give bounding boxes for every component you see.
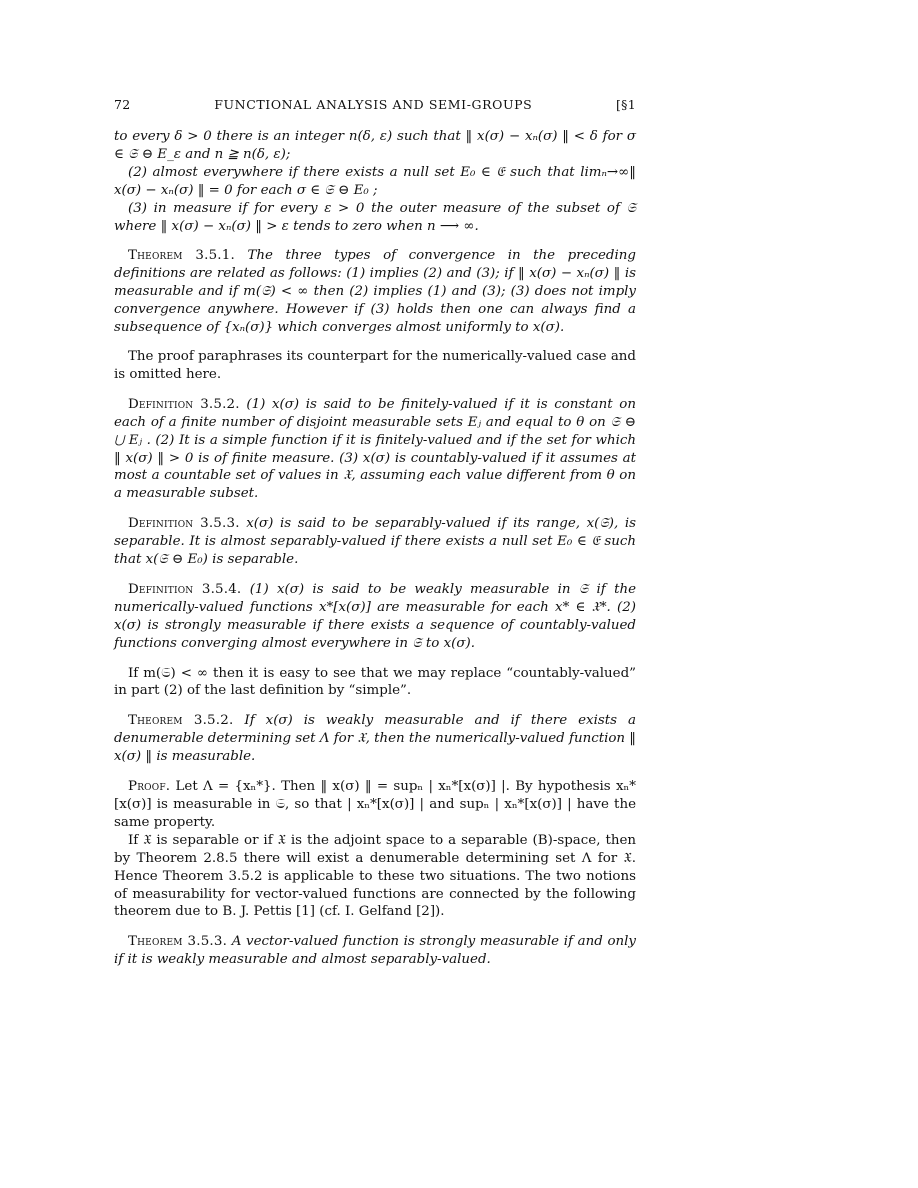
remark-simple: If m(𝔖) < ∞ then it is easy to see that we may replace “countably-valued” in part (2) of the last definition by “simple”. [114,665,636,699]
definition-label: Definition 3.5.4. [128,581,242,597]
definition-item-2: (2) almost everywhere if there exists a null set E₀ ∈ 𝔈 such that limₙ→∞‖ x(σ) − xₙ(σ) ‖ = 0 for each σ ∈ 𝔖 ⊖ E₀ ; [114,164,636,198]
definition-item-3: (3) in measure if for every ε > 0 the outer measure of the subset of 𝔖 where ‖ x(σ) − xₙ(σ) ‖ > ε tends to zero when n ⟶ ∞. [114,200,636,234]
paragraph-separable: If 𝔛 is separable or if 𝔛 is the adjoint space to a separable (B)-space, then by Theorem 2.8.5 there will exist a denumerable determining set Λ for 𝔛. Hence Theorem 3.5.2 is applicable to these two situations. The two notions of measurability for vector-valued functions are connected by the following theorem due to B. J. Pettis [1] (cf. I. Gelfand [2]). [114,832,636,920]
theorem-label: Theorem 3.5.2. [128,713,234,729]
definition-3-5-3 [114,515,636,569]
definition-label: Definition 3.5.2. [128,396,240,412]
proof-theorem-3-5-2 [114,778,636,832]
theorem-3-5-1 [114,247,636,337]
theorem-label: Theorem 3.5.1. [128,248,235,264]
theorem-statement: The three types of convergence in the preceding definitions are related as follows: (1) implies (2) and (3); if ‖ x(σ) − xₙ(σ) ‖ is measurable and if m(𝔖) < ∞ then (2) implies (1) and (3); (3) does not imply convergence anywhere. However if (3) holds then one can always find a subsequence of {xₙ(σ)} which converges almost uniformly to x(σ). [114,248,636,336]
running-header [114,97,636,112]
definition-3-5-4 [114,581,636,653]
definition-statement: (1) x(σ) is said to be weakly measurable in 𝔖 if the numerically-valued functions x*[x(σ)] are measurable for each x* ∈ 𝔛*. (2) x(σ) is strongly measurable if there exists a sequence of countably-valued functions converging almost everywhere in 𝔖 to x(σ). [114,581,636,651]
proof-body: Let Λ = {xₙ*}. Then ‖ x(σ) ‖ = supₙ | xₙ*[x(σ)] |. By hypothesis xₙ*[x(σ)] is measurable in 𝔖, so that | xₙ*[x(σ)] | and supₙ | xₙ*[x(σ)] | have the same property. [114,779,636,830]
theorem-label: Theorem 3.5.3. [128,934,228,950]
theorem-3-5-3 [114,933,636,969]
definition-continuation: to every δ > 0 there is an integer n(δ, ε) such that ‖ x(σ) − xₙ(σ) ‖ < δ for σ ∈ 𝔖 ⊖ E_ε and n ≧ n(δ, ε); [114,129,636,162]
proof-label: Proof. [128,779,171,795]
definition-3-5-2 [114,396,636,503]
definition-statement: (1) x(σ) is said to be finitely-valued if it is constant on each of a finite number of disjoint measurable sets Eⱼ and equal to θ on 𝔖 ⊖ ⋃ Eⱼ . (2) It is a simple function if it is finitely-valued and if the set for which ‖ x(σ) ‖ > 0 is of finite measure. (3) x(σ) is countably-valued if it assumes at most a countable set of values in 𝔛, assuming each value different from θ on a measurable subset. [114,396,636,502]
book-page [114,97,636,969]
running-title: FUNCTIONAL ANALYSIS AND SEMI-GROUPS [214,97,533,112]
theorem-3-5-2 [114,712,636,766]
proof-remark: The proof paraphrases its counterpart for the numerically-valued case and is omitted here. [114,348,636,382]
definition-statement: x(σ) is said to be separably-valued if its range, x(𝔖), is separable. It is almost separably-valued if there exists a null set E₀ ∈ 𝔈 such that x(𝔖 ⊖ E₀) is separable. [114,516,636,568]
page-number: 72 [114,97,131,112]
section-mark: [§1 [616,97,636,112]
definition-label: Definition 3.5.3. [128,516,240,532]
theorem-statement: A vector-valued function is strongly measurable if and only if it is weakly measurable and almost separably-valued. [114,934,636,968]
theorem-statement: If x(σ) is weakly measurable and if there exists a denumerable determining set Λ for 𝔛, then the numerically-valued function ‖ x(σ) ‖ is measurable. [114,713,636,765]
